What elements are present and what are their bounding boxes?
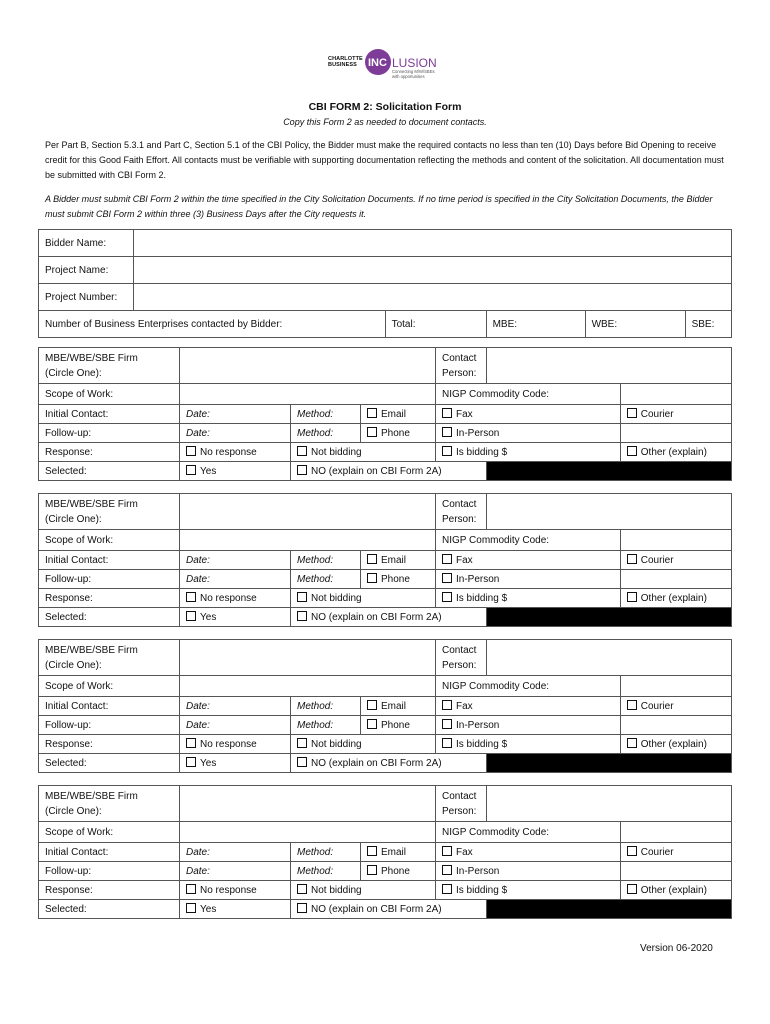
initial-date-field[interactable]: Date: [180, 551, 291, 570]
initial-contact-label: Initial Contact: [39, 697, 180, 716]
is-bidding-option[interactable]: Is bidding $ [436, 735, 621, 754]
selected-label: Selected: [39, 462, 180, 481]
response-label: Response: [39, 589, 180, 608]
no-explain-option[interactable]: NO (explain on CBI Form 2A) [291, 608, 487, 627]
initial-contact-label: Initial Contact: [39, 405, 180, 424]
other-option[interactable]: Other (explain) [620, 589, 731, 608]
follow-up-method-label: Method: [291, 862, 361, 881]
in-person-checkbox[interactable] [442, 573, 452, 583]
yes-checkbox[interactable] [186, 465, 196, 475]
phone-checkbox[interactable] [367, 719, 377, 729]
no-checkbox[interactable] [297, 611, 307, 621]
bidder-info-table [38, 229, 732, 338]
initial-contact-row [39, 551, 732, 570]
firm-label: MBE/WBE/SBE Firm (Circle One): [39, 494, 180, 530]
follow-up-empty [620, 424, 731, 443]
firm-header-row [39, 786, 732, 822]
form-subtitle: Copy this Form 2 as needed to document contacts. [283, 117, 487, 127]
nigp-field[interactable] [620, 676, 731, 697]
follow-up-date-field[interactable]: Date: [180, 424, 291, 443]
no-checkbox[interactable] [297, 903, 307, 913]
not-bidding-option[interactable]: Not bidding [291, 881, 436, 900]
email-option[interactable]: Email [361, 405, 436, 424]
follow-up-date-field[interactable]: Date: [180, 570, 291, 589]
nigp-label: NIGP Commodity Code: [436, 676, 621, 697]
initial-contact-row [39, 843, 732, 862]
in-person-checkbox[interactable] [442, 427, 452, 437]
not-bidding-option[interactable]: Not bidding [291, 735, 436, 754]
follow-up-empty [620, 570, 731, 589]
no-explain-option[interactable]: NO (explain on CBI Form 2A) [291, 900, 487, 919]
fax-option[interactable]: Fax [436, 551, 621, 570]
no-response-option[interactable]: No response [180, 443, 291, 462]
form-title: CBI FORM 2: Solicitation Form [308, 101, 462, 113]
initial-contact-row [39, 405, 732, 424]
fax-checkbox[interactable] [442, 408, 452, 418]
follow-up-row [39, 862, 732, 881]
shaded-cell [487, 754, 732, 773]
num-contacted-label: Number of Business Enterprises contacted by Bidder: [39, 311, 386, 338]
selected-row [39, 608, 732, 627]
is-bidding-checkbox[interactable] [442, 446, 452, 456]
firm-label: MBE/WBE/SBE Firm (Circle One): [39, 348, 180, 384]
policy-paragraph: Per Part B, Section 5.3.1 and Part C, Section 5.1 of the CBI Policy, the Bidder must make the required contacts no less than ten (10) Days before Bid Opening to receive credit for this Good Faith Effort. All contacts must be verifiable with supporting documentation reflecting the methods and content of the solicitation. All documentation must be submitted with CBI Form 2. [45, 140, 724, 180]
in-person-option[interactable]: In-Person [436, 424, 621, 443]
no-checkbox[interactable] [297, 465, 307, 475]
scope-label: Scope of Work: [39, 822, 180, 843]
selected-label: Selected: [39, 608, 180, 627]
mbe-field[interactable]: MBE: [486, 311, 585, 338]
yes-option[interactable]: Yes [180, 462, 291, 481]
other-checkbox[interactable] [627, 592, 637, 602]
logo-text: CHARLOTTE BUSINESS [328, 56, 363, 68]
other-option[interactable]: Other (explain) [620, 443, 731, 462]
is-bidding-option[interactable]: Is bidding $ [436, 589, 621, 608]
fax-option[interactable]: Fax [436, 843, 621, 862]
other-checkbox[interactable] [627, 446, 637, 456]
yes-option[interactable]: Yes [180, 608, 291, 627]
follow-up-label: Follow-up: [39, 716, 180, 735]
project-name-row [39, 257, 732, 284]
courier-option[interactable]: Courier [620, 405, 731, 424]
project-name-field[interactable] [134, 257, 732, 284]
fax-checkbox[interactable] [442, 700, 452, 710]
follow-up-method-label: Method: [291, 570, 361, 589]
selected-label: Selected: [39, 754, 180, 773]
phone-option[interactable]: Phone [361, 424, 436, 443]
scope-field[interactable] [180, 676, 436, 697]
is-bidding-checkbox[interactable] [442, 884, 452, 894]
follow-up-label: Follow-up: [39, 862, 180, 881]
other-checkbox[interactable] [627, 738, 637, 748]
bidder-name-row [39, 230, 732, 257]
email-checkbox[interactable] [367, 408, 377, 418]
fax-option[interactable]: Fax [436, 697, 621, 716]
firm-header-row [39, 348, 732, 384]
contact-person-label: Contact Person: [436, 640, 487, 676]
firm-header-row [39, 640, 732, 676]
not-bidding-checkbox[interactable] [297, 592, 307, 602]
follow-up-method-label: Method: [291, 716, 361, 735]
contact-person-label: Contact Person: [436, 786, 487, 822]
firm-contact-block [38, 639, 732, 773]
is-bidding-checkbox[interactable] [442, 738, 452, 748]
in-person-checkbox[interactable] [442, 719, 452, 729]
not-bidding-option[interactable]: Not bidding [291, 589, 436, 608]
no-response-checkbox[interactable] [186, 592, 196, 602]
follow-up-method-label: Method: [291, 424, 361, 443]
selected-row [39, 900, 732, 919]
contact-person-field[interactable] [487, 786, 732, 822]
nigp-label: NIGP Commodity Code: [436, 822, 621, 843]
yes-checkbox[interactable] [186, 611, 196, 621]
follow-up-row [39, 424, 732, 443]
email-option[interactable]: Email [361, 843, 436, 862]
initial-method-label: Method: [291, 697, 361, 716]
courier-checkbox[interactable] [627, 554, 637, 564]
initial-method-label: Method: [291, 405, 361, 424]
response-label: Response: [39, 443, 180, 462]
nigp-label: NIGP Commodity Code: [436, 530, 621, 551]
other-option[interactable]: Other (explain) [620, 735, 731, 754]
logo-tagline: Connecting M/W/SBEs with opportunities [392, 69, 435, 79]
version-label: Version 06-2020 [640, 943, 713, 954]
selected-row [39, 754, 732, 773]
firm-name-field[interactable] [180, 348, 436, 384]
yes-checkbox[interactable] [186, 903, 196, 913]
firm-contact-block [38, 493, 732, 627]
contact-person-field[interactable] [487, 348, 732, 384]
initial-method-label: Method: [291, 551, 361, 570]
follow-up-label: Follow-up: [39, 424, 180, 443]
fax-checkbox[interactable] [442, 846, 452, 856]
initial-contact-row [39, 697, 732, 716]
selected-row [39, 462, 732, 481]
shaded-cell [487, 900, 732, 919]
email-checkbox[interactable] [367, 554, 377, 564]
logo-lusion: LUSION [392, 56, 437, 70]
firm-contact-block [38, 347, 732, 481]
total-field[interactable]: Total: [385, 311, 486, 338]
initial-date-field[interactable]: Date: [180, 405, 291, 424]
charlotte-business-inclusion-logo [328, 46, 440, 84]
phone-option[interactable]: Phone [361, 570, 436, 589]
not-bidding-checkbox[interactable] [297, 884, 307, 894]
email-checkbox[interactable] [367, 700, 377, 710]
courier-checkbox[interactable] [627, 846, 637, 856]
selected-label: Selected: [39, 900, 180, 919]
phone-option[interactable]: Phone [361, 716, 436, 735]
phone-checkbox[interactable] [367, 573, 377, 583]
other-option[interactable]: Other (explain) [620, 881, 731, 900]
project-name-label: Project Name: [39, 257, 134, 284]
nigp-field[interactable] [620, 530, 731, 551]
not-bidding-option[interactable]: Not bidding [291, 443, 436, 462]
scope-row [39, 676, 732, 697]
no-response-checkbox[interactable] [186, 738, 196, 748]
scope-row [39, 384, 732, 405]
email-checkbox[interactable] [367, 846, 377, 856]
yes-option[interactable]: Yes [180, 754, 291, 773]
phone-checkbox[interactable] [367, 865, 377, 875]
no-explain-option[interactable]: NO (explain on CBI Form 2A) [291, 462, 487, 481]
in-person-option[interactable]: In-Person [436, 862, 621, 881]
scope-field[interactable] [180, 384, 436, 405]
response-row [39, 443, 732, 462]
courier-checkbox[interactable] [627, 700, 637, 710]
yes-option[interactable]: Yes [180, 900, 291, 919]
fax-option[interactable]: Fax [436, 405, 621, 424]
email-option[interactable]: Email [361, 551, 436, 570]
nigp-label: NIGP Commodity Code: [436, 384, 621, 405]
follow-up-empty [620, 716, 731, 735]
not-bidding-checkbox[interactable] [297, 446, 307, 456]
is-bidding-checkbox[interactable] [442, 592, 452, 602]
project-number-field[interactable] [134, 284, 732, 311]
follow-up-date-field[interactable]: Date: [180, 862, 291, 881]
scope-row [39, 530, 732, 551]
in-person-option[interactable]: In-Person [436, 716, 621, 735]
courier-option[interactable]: Courier [620, 697, 731, 716]
wbe-field[interactable]: WBE: [585, 311, 685, 338]
no-response-option[interactable]: No response [180, 881, 291, 900]
project-number-row [39, 284, 732, 311]
contact-person-label: Contact Person: [436, 348, 487, 384]
phone-option[interactable]: Phone [361, 862, 436, 881]
shaded-cell [487, 462, 732, 481]
follow-up-row [39, 570, 732, 589]
scope-label: Scope of Work: [39, 530, 180, 551]
courier-option[interactable]: Courier [620, 551, 731, 570]
follow-up-label: Follow-up: [39, 570, 180, 589]
bidder-name-label: Bidder Name: [39, 230, 134, 257]
initial-method-label: Method: [291, 843, 361, 862]
scope-label: Scope of Work: [39, 384, 180, 405]
follow-up-row [39, 716, 732, 735]
no-response-checkbox[interactable] [186, 884, 196, 894]
firm-name-field[interactable] [180, 640, 436, 676]
scope-row [39, 822, 732, 843]
phone-checkbox[interactable] [367, 427, 377, 437]
yes-checkbox[interactable] [186, 757, 196, 767]
no-checkbox[interactable] [297, 757, 307, 767]
nigp-field[interactable] [620, 384, 731, 405]
is-bidding-option[interactable]: Is bidding $ [436, 443, 621, 462]
firm-header-row [39, 494, 732, 530]
response-row [39, 589, 732, 608]
response-row [39, 881, 732, 900]
no-response-option[interactable]: No response [180, 589, 291, 608]
courier-option[interactable]: Courier [620, 843, 731, 862]
is-bidding-option[interactable]: Is bidding $ [436, 881, 621, 900]
shaded-cell [487, 608, 732, 627]
in-person-option[interactable]: In-Person [436, 570, 621, 589]
firm-name-field[interactable] [180, 494, 436, 530]
no-response-option[interactable]: No response [180, 735, 291, 754]
bidder-name-field[interactable] [134, 230, 732, 257]
follow-up-empty [620, 862, 731, 881]
submission-paragraph: A Bidder must submit CBI Form 2 within the time specified in the City Solicitation Documents. If no time period is specified in the City Solicitation Documents, the Bidder must submit CBI Form 2 within three (3) Business Days after the City requests it. [45, 194, 713, 219]
scope-field[interactable] [180, 530, 436, 551]
logo-inc: INC [368, 57, 387, 69]
nigp-field[interactable] [620, 822, 731, 843]
firm-label: MBE/WBE/SBE Firm (Circle One): [39, 640, 180, 676]
contact-person-field[interactable] [487, 494, 732, 530]
follow-up-date-field[interactable]: Date: [180, 716, 291, 735]
no-response-checkbox[interactable] [186, 446, 196, 456]
in-person-checkbox[interactable] [442, 865, 452, 875]
no-explain-option[interactable]: NO (explain on CBI Form 2A) [291, 754, 487, 773]
project-number-label: Project Number: [39, 284, 134, 311]
firm-contact-block [38, 785, 732, 919]
initial-date-field[interactable]: Date: [180, 697, 291, 716]
response-label: Response: [39, 735, 180, 754]
contacts-count-row [39, 311, 732, 338]
scope-label: Scope of Work: [39, 676, 180, 697]
response-row [39, 735, 732, 754]
initial-contact-label: Initial Contact: [39, 843, 180, 862]
not-bidding-checkbox[interactable] [297, 738, 307, 748]
fax-checkbox[interactable] [442, 554, 452, 564]
contact-person-field[interactable] [487, 640, 732, 676]
initial-contact-label: Initial Contact: [39, 551, 180, 570]
sbe-field[interactable]: SBE: [685, 311, 731, 338]
initial-date-field[interactable]: Date: [180, 843, 291, 862]
courier-checkbox[interactable] [627, 408, 637, 418]
response-label: Response: [39, 881, 180, 900]
scope-field[interactable] [180, 822, 436, 843]
email-option[interactable]: Email [361, 697, 436, 716]
contact-person-label: Contact Person: [436, 494, 487, 530]
firm-label: MBE/WBE/SBE Firm (Circle One): [39, 786, 180, 822]
other-checkbox[interactable] [627, 884, 637, 894]
firm-name-field[interactable] [180, 786, 436, 822]
